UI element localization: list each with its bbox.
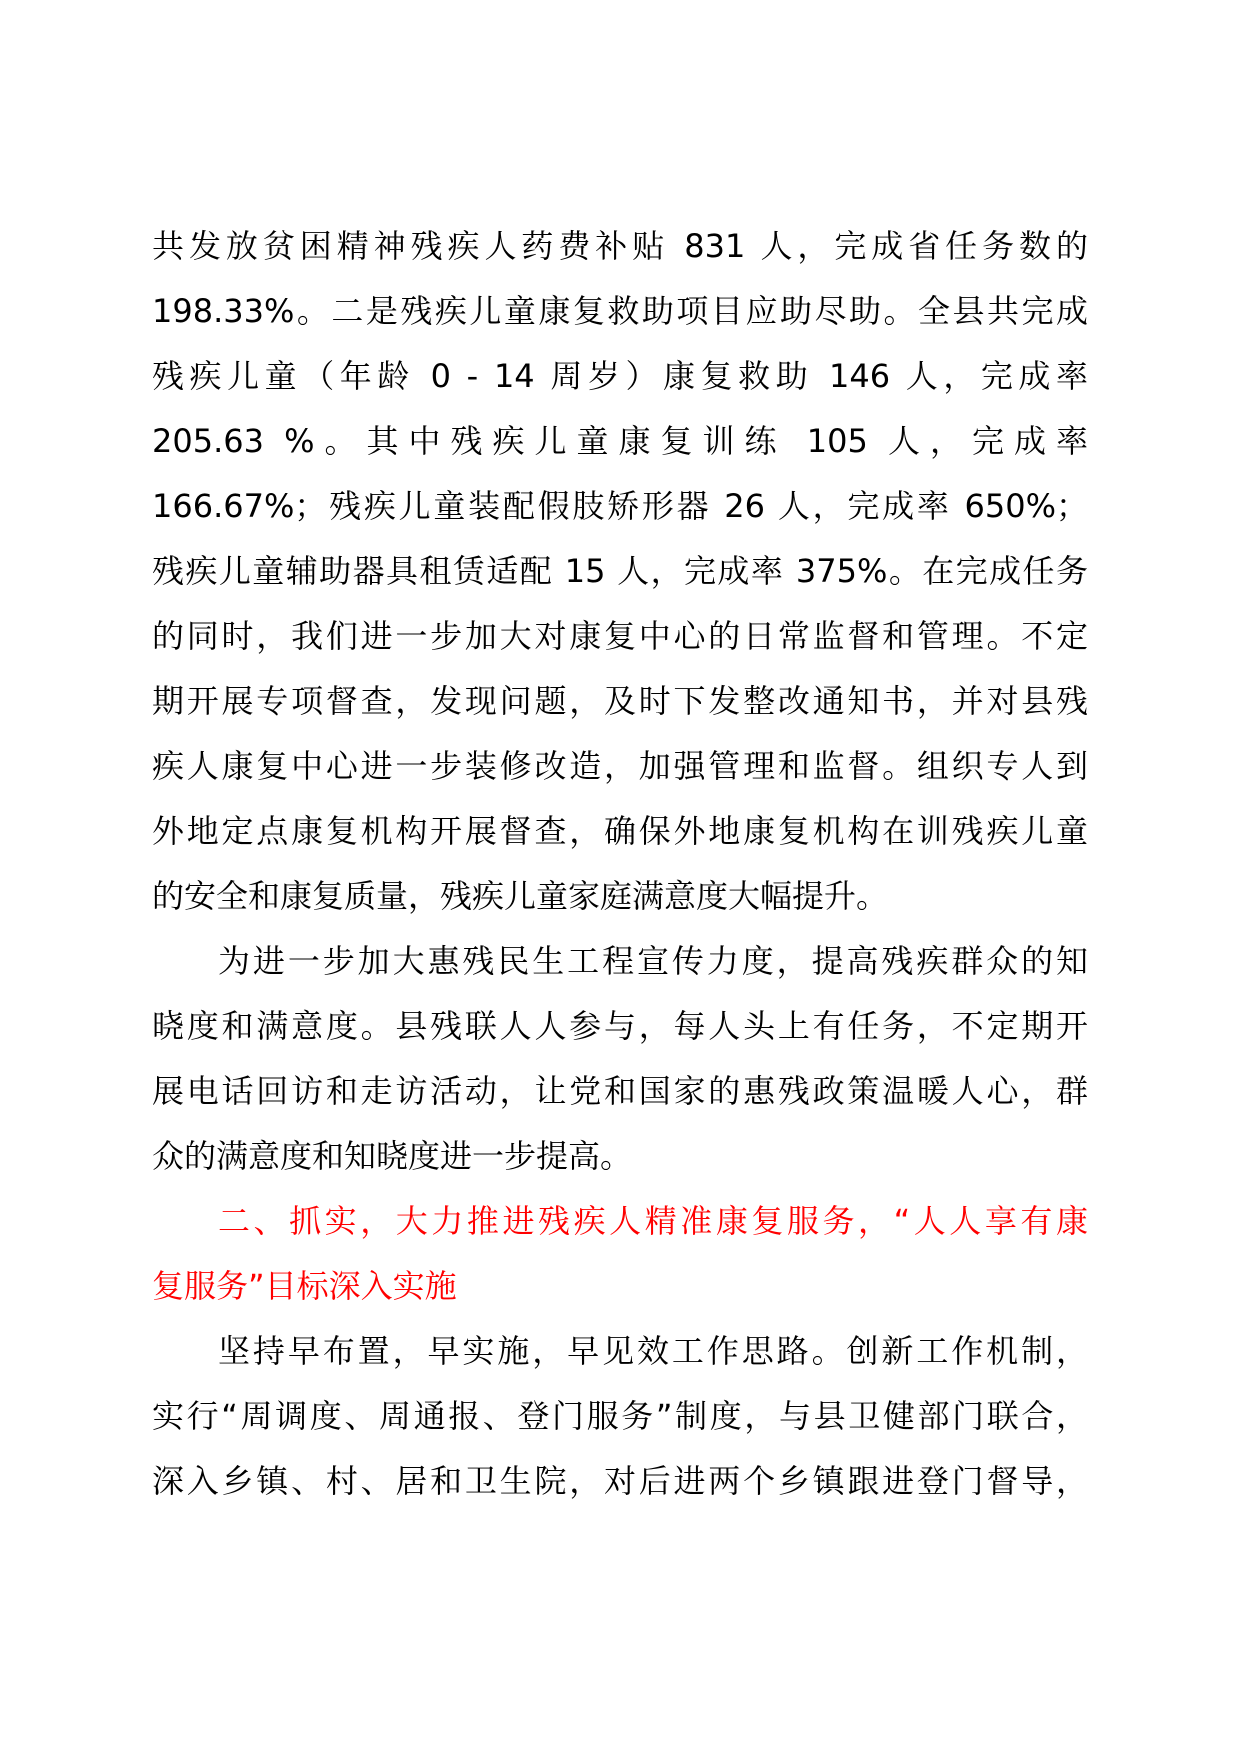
text-line: 外地定点康复机构开展督查，确保外地康复机构在训残疾儿童 <box>152 812 1088 850</box>
text-line: 198.33%。二是残疾儿童康复救助项目应助尽助。全县共完成 <box>152 292 1088 330</box>
text-line: 晓度和满意度。县残联人人参与，每人头上有任务，不定期开 <box>152 1007 1088 1045</box>
paragraph-publicity <box>152 929 1088 1189</box>
paragraph-work-mechanism <box>152 1319 1088 1514</box>
text-line: 的同时，我们进一步加大对康复中心的日常监督和管理。不定 <box>152 617 1088 655</box>
text-line: 疾人康复中心进一步装修改造，加强管理和监督。组织专人到 <box>152 747 1088 785</box>
text-line: 展电话回访和走访活动，让党和国家的惠残政策温暖人心，群 <box>152 1072 1088 1110</box>
text-line: 205.63 %。其中残疾儿童康复训练 105 人，完成率 <box>152 422 1088 460</box>
document-body <box>152 214 1088 1514</box>
text-line: 实行“周调度、周通报、登门服务”制度，与县卫健部门联合， <box>152 1397 1088 1435</box>
text-line: 众的满意度和知晓度进一步提高。 <box>152 1137 633 1175</box>
heading-line: 复服务”目标深入实施 <box>152 1267 457 1305</box>
text-line: 共发放贫困精神残疾人药费补贴 831 人，完成省任务数的 <box>152 227 1088 265</box>
section-heading <box>152 1189 1088 1319</box>
text-line: 期开展专项督查，发现问题，及时下发整改通知书，并对县残 <box>152 682 1088 720</box>
text-line: 深入乡镇、村、居和卫生院，对后进两个乡镇跟进登门督导， <box>152 1462 1088 1500</box>
text-line: 166.67%；残疾儿童装配假肢矫形器 26 人，完成率 650%； <box>152 487 1088 525</box>
heading-line: 二、抓实，大力推进残疾人精准康复服务，“人人享有康 <box>218 1202 1088 1240</box>
text-line: 残疾儿童（年龄 0 - 14 周岁）康复救助 146 人，完成率 <box>152 357 1088 395</box>
text-line: 为进一步加大惠残民生工程宣传力度，提高残疾群众的知 <box>218 942 1088 980</box>
paragraph-rehab-results <box>152 214 1088 929</box>
text-line: 坚持早布置，早实施，早见效工作思路。创新工作机制， <box>218 1332 1088 1370</box>
text-line: 的安全和康复质量，残疾儿童家庭满意度大幅提升。 <box>152 877 889 915</box>
text-line: 残疾儿童辅助器具租赁适配 15 人，完成率 375%。在完成任务 <box>152 552 1088 590</box>
